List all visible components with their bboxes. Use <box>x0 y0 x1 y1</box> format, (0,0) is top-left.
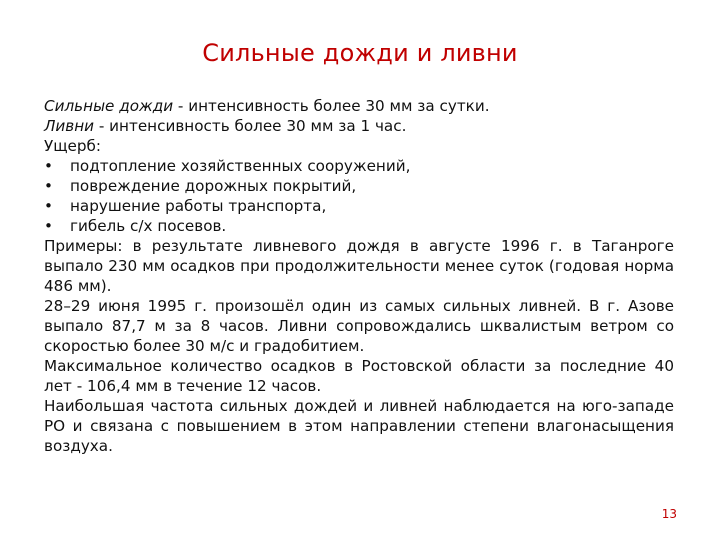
slide-body <box>44 96 674 456</box>
term-downpour: Ливни <box>44 117 95 135</box>
paragraph-azov: 28–29 июня 1995 г. произошёл один из самых сильных ливней. В г. Азове выпало 87,7 м за 8 часов. Ливни сопровождались шквалистым ветром со скоростью более 30 м/с и градобитием. <box>44 297 674 355</box>
damage-list <box>44 156 674 236</box>
list-item <box>44 156 674 176</box>
list-item <box>44 176 674 196</box>
list-item-text: повреждение дорожных покрытий, <box>70 177 357 195</box>
bullet-icon: • <box>44 157 53 175</box>
term-heavy-rain: Сильные дожди <box>44 97 174 115</box>
page-number: 13 <box>661 507 677 521</box>
list-item-text: гибель с/х посевов. <box>70 217 227 235</box>
damage-label: Ущерб: <box>44 137 102 155</box>
definition-downpour <box>44 116 674 136</box>
paragraph-examples: Примеры: в результате ливневого дождя в августе 1996 г. в Таганроге выпало 230 мм осадков при продолжительности менее суток (годовая норма 486 мм). <box>44 237 674 295</box>
slide-title: Сильные дожди и ливни <box>202 39 518 67</box>
definition-heavy-rain-text: - интенсивность более 30 мм за сутки. <box>173 97 490 115</box>
list-item-text: нарушение работы транспорта, <box>70 197 327 215</box>
list-item <box>44 216 674 236</box>
list-item-text: подтопление хозяйственных сооружений, <box>70 157 411 175</box>
definition-downpour-text: - интенсивность более 30 мм за 1 час. <box>94 117 407 135</box>
bullet-icon: • <box>44 177 53 195</box>
bullet-icon: • <box>44 217 53 235</box>
paragraph-maximum: Максимальное количество осадков в Ростовской области за последние 40 лет - 106,4 мм в течение 12 часов. <box>44 357 674 395</box>
bullet-icon: • <box>44 197 53 215</box>
list-item <box>44 196 674 216</box>
paragraph-frequency: Наибольшая частота сильных дождей и ливней наблюдается на юго-западе РО и связана с повышением в этом направлении степени влагонасыщения воздуха. <box>44 397 674 455</box>
definition-heavy-rain <box>44 96 674 116</box>
